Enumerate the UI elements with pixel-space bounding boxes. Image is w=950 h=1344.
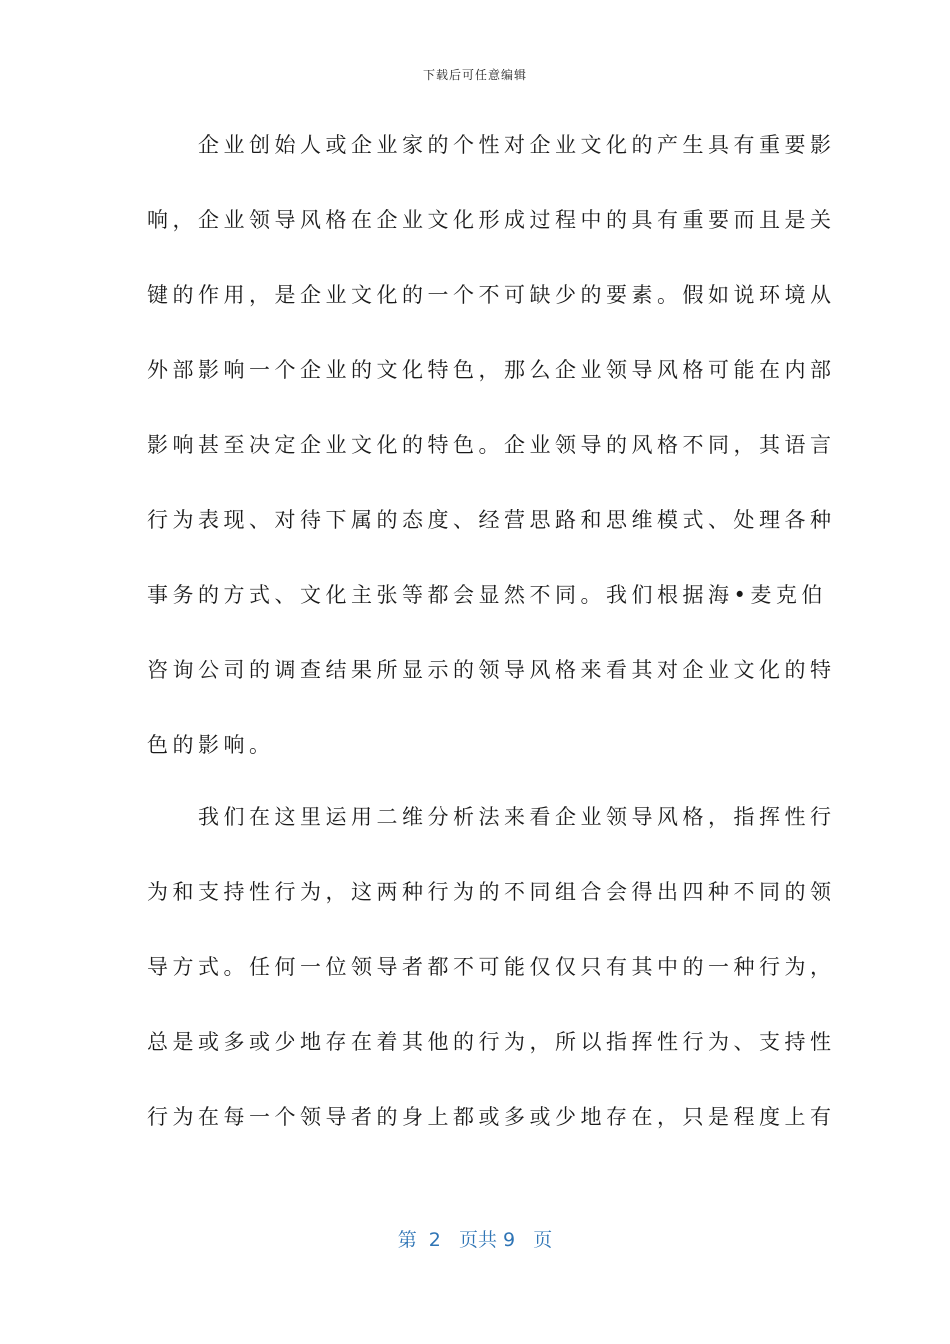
paragraph-2-line-3: 导方式。任何一位领导者都不可能仅仅只有其中的一种行为， — [147, 955, 836, 979]
paragraph-1-line-1: 企业创始人或企业家的个性对企业文化的产生具有重要影 — [147, 133, 836, 157]
paragraph-1-line-3: 键的作用，是企业文化的一个不可缺少的要素。假如说环境从 — [147, 283, 836, 307]
paragraph-1-line-5: 影响甚至决定企业文化的特色。企业领导的风格不同，其语言 — [147, 433, 836, 457]
page-header-note: 下载后可任意编辑 — [422, 68, 527, 82]
paragraph-2-line-4: 总是或多或少地存在着其他的行为，所以指挥性行为、支持性 — [147, 1030, 836, 1054]
paragraph-2-line-2: 为和支持性行为，这两种行为的不同组合会得出四种不同的领 — [147, 880, 836, 904]
paragraph-1-line-4: 外部影响一个企业的文化特色，那么企业领导风格可能在内部 — [147, 358, 836, 382]
paragraph-1-line-9: 色的影响。 — [147, 733, 275, 757]
page-number-footer: 第 2 页共 9 页 — [397, 1229, 553, 1251]
paragraph-2-line-1: 我们在这里运用二维分析法来看企业领导风格，指挥性行 — [147, 805, 836, 829]
paragraph-1-line-2: 响，企业领导风格在企业文化形成过程中的具有重要而且是关 — [147, 208, 836, 232]
paragraph-1-line-8: 咨询公司的调查结果所显示的领导风格来看其对企业文化的特 — [147, 658, 836, 682]
paragraph-2-line-5: 行为在每一个领导者的身上都或多或少地存在，只是程度上有 — [147, 1105, 836, 1129]
paragraph-1-line-6: 行为表现、对待下属的态度、经营思路和思维模式、处理各种 — [147, 508, 836, 532]
paragraph-1-line-7: 事务的方式、文化主张等都会显然不同。我们根据海•麦克伯 — [147, 583, 827, 607]
